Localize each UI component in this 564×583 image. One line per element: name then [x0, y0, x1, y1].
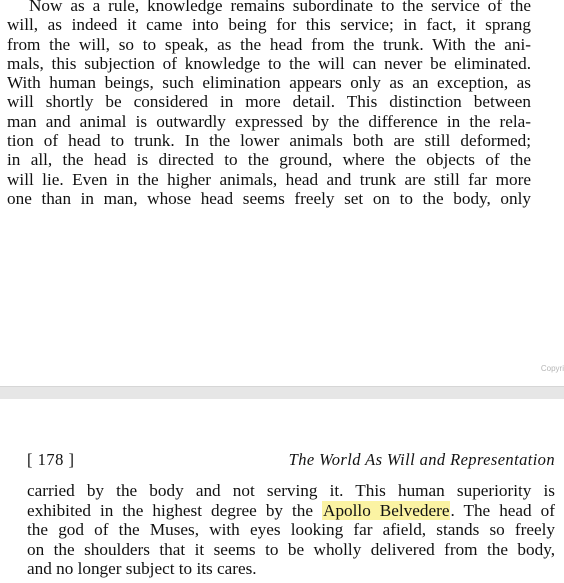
text-line: one than in man, whose head seems freely set on to the body, only: [7, 188, 531, 208]
text-line: tion of head to trunk. In the lower animals both are still deformed;: [7, 131, 531, 151]
page-bottom: [0, 399, 564, 583]
text-line: carried by the body and not serving it. This human superiority is: [27, 481, 555, 500]
page-separator: [0, 386, 564, 400]
page-number: [ 178 ]: [27, 450, 75, 469]
body-paragraph-top: [7, 0, 531, 208]
text-line: will shortly be considered in more detail. This distinction between: [7, 92, 531, 112]
text-line: [27, 501, 555, 521]
text-line: from the will, so to speak, as the head from the trunk. With the ani-: [7, 34, 531, 54]
text-fragment: exhibited in the highest degree by the: [27, 500, 323, 520]
text-fragment: . The head of: [450, 500, 555, 520]
text-line: on the shoulders that it seems to be wholly delivered from the body,: [27, 539, 555, 559]
text-line: will, as indeed it came into being for this service; in fact, it sprang: [7, 15, 531, 35]
running-head: [27, 450, 555, 470]
running-title: The World As Will and Representation: [288, 450, 555, 469]
text-line: and no longer subject to its cares.: [27, 559, 257, 578]
highlighted-text[interactable]: Apollo Belvedere: [323, 500, 450, 520]
body-paragraph-bottom: [27, 481, 555, 579]
text-line: the god of the Muses, with eyes looking far afield, stands so freely: [27, 520, 555, 539]
text-line: mals, this subjection of knowledge to the will can never be eliminated.: [7, 53, 531, 73]
text-line: With human beings, such elimination appears only as an exception, as: [7, 73, 531, 93]
copyright-notice: Copyri: [540, 364, 564, 373]
text-line: Now as a rule, knowledge remains subordinate to the service of the: [29, 0, 531, 15]
text-line: will lie. Even in the higher animals, head and trunk are still far more: [7, 169, 531, 189]
text-line: in all, the head is directed to the ground, where the objects of the: [7, 150, 531, 170]
text-line: man and animal is outwardly expressed by the difference in the rela-: [7, 111, 531, 131]
